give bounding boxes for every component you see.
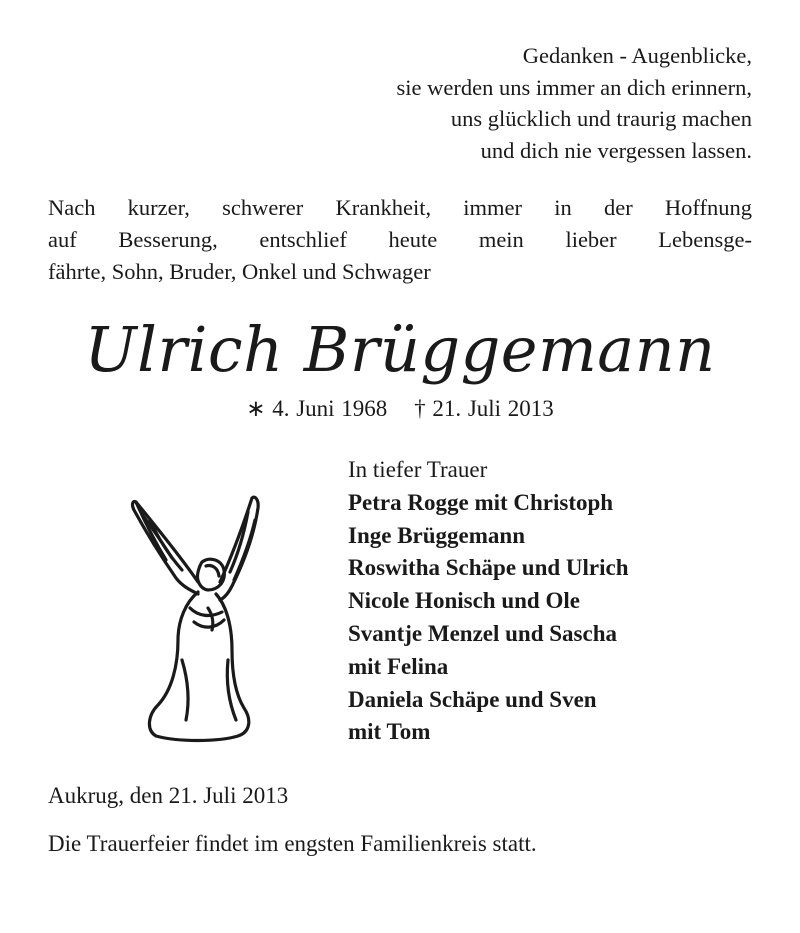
memorial-poem (192, 40, 752, 166)
life-dates (0, 392, 800, 426)
poem-line: uns glücklich und traurig machen (450, 106, 752, 131)
intro-line: auf Besserung, entschlief heute mein lieber Lebensge- (48, 227, 752, 252)
mourner-name: Roswitha Schäpe und Ulrich (348, 555, 629, 581)
intro-line: Nach kurzer, schwerer Krankheit, immer in der Hoffnung (48, 195, 752, 220)
poem-line: und dich nie vergessen lassen. (480, 137, 752, 163)
mourners-list (348, 454, 768, 749)
funeral-note: Die Trauerfeier findet im engsten Familienkreis statt. (48, 831, 537, 856)
intro-line: fährte, Sohn, Bruder, Onkel und Schwager (48, 259, 431, 284)
mourner-name: Nicole Honisch und Ole (348, 588, 580, 614)
place-and-date: Aukrug, den 21. Juli 2013 (48, 783, 289, 808)
death-date: † 21. Juli 2013 (414, 396, 554, 421)
deceased-name: Ulrich Brüggemann (84, 313, 716, 386)
mourner-name: Daniela Schäpe und Sven (348, 686, 597, 712)
mourner-name: mit Tom (348, 719, 431, 745)
poem-line: sie werden uns immer an dich erinnern, (396, 74, 752, 100)
mourner-name: Inge Brüggemann (348, 522, 525, 548)
mourning-lead: In tiefer Trauer (348, 457, 488, 482)
mourner-name: Petra Rogge mit Christoph (348, 489, 614, 515)
mourner-name: Svantje Menzel und Sascha (348, 620, 617, 646)
mourner-name: mit Felina (348, 653, 449, 679)
angel-icon (128, 490, 268, 745)
intro-text (48, 192, 752, 288)
poem-line: Gedanken - Augenblicke, (522, 43, 752, 68)
birth-date: ∗ 4. Juni 1968 (246, 396, 388, 421)
